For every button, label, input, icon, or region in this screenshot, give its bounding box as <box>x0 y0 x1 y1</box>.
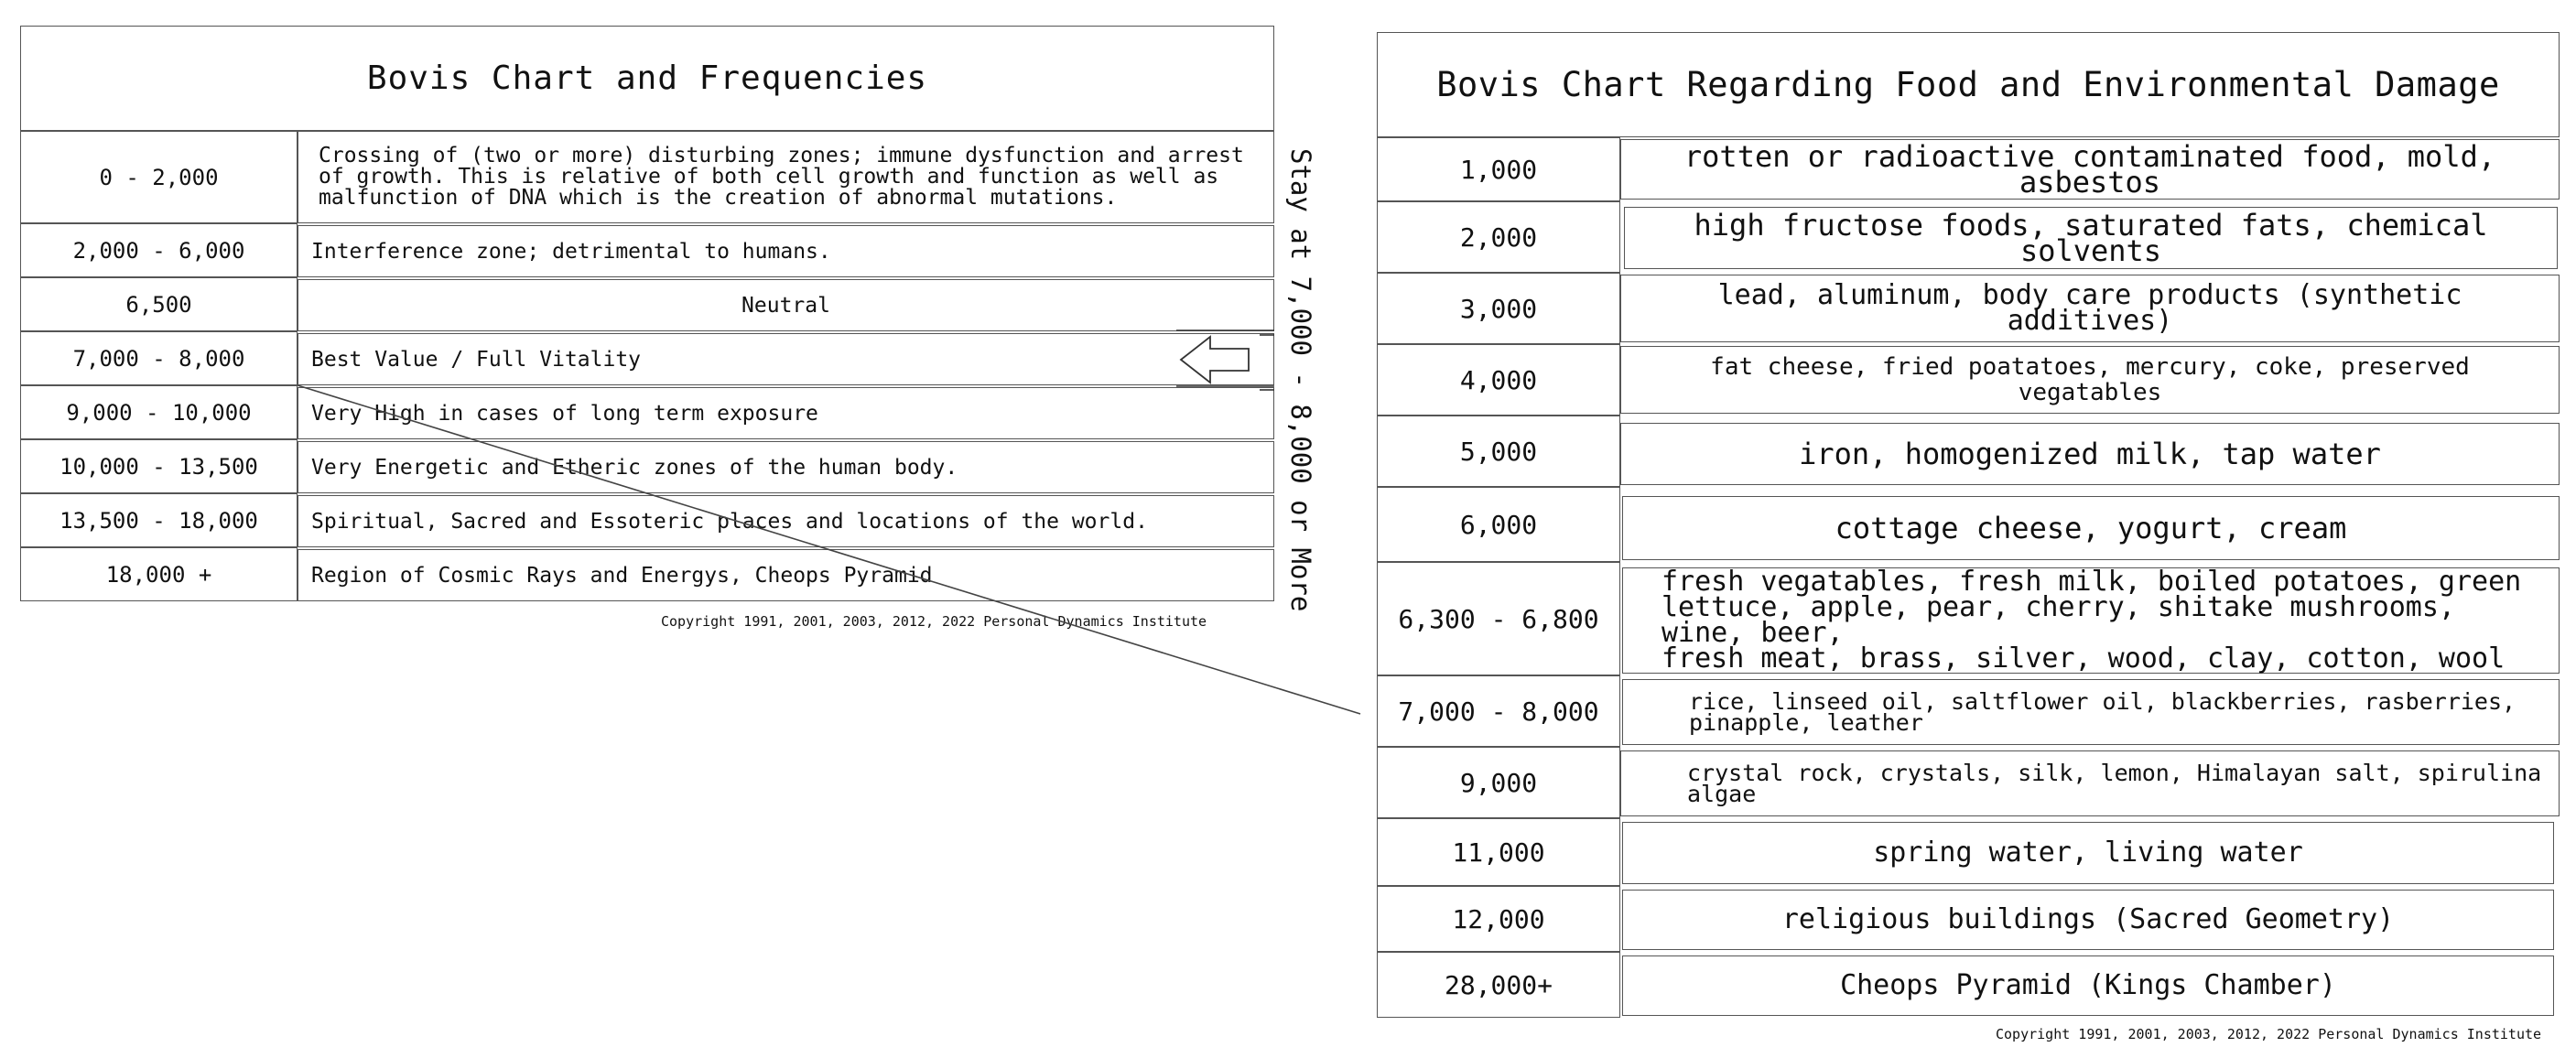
left-row-desc: Best Value / Full Vitality <box>311 347 642 372</box>
right-row-desc-line: fresh meat, brass, silver, wood, clay, cotton, wool <box>1661 642 2506 675</box>
right-copyright: Copyright 1991, 2001, 2003, 2012, 2022 Personal Dynamics Institute <box>1996 1026 2542 1042</box>
right-row-desc-line: rice, linseed oil, saltflower oil, blackberries, rasberries, <box>1689 688 2516 715</box>
right-row-desc-line: pinapple, leather <box>1689 709 1923 736</box>
right-row-desc-line: lettuce, apple, pear, cherry, shitake mushrooms, wine, beer, <box>1661 591 2455 649</box>
left-row-desc: Very Energetic and Etheric zones of the human body. <box>311 455 958 480</box>
right-row-value: 4,000 <box>1459 364 1538 395</box>
right-row-desc: iron, homogenized milk, tap water <box>1799 437 2381 471</box>
right-row-value: 5,000 <box>1459 436 1538 467</box>
left-row-value: 9,000 - 10,000 <box>66 399 252 426</box>
right-row-value: 7,000 - 8,000 <box>1398 696 1599 727</box>
right-row-value: 6,000 <box>1459 509 1538 540</box>
left-row-value: 2,000 - 6,000 <box>72 237 245 264</box>
left-row-desc-line: malfunction of DNA which is the creation of abnormal mutations. <box>319 186 1118 210</box>
left-row-desc: Very High in cases of long term exposure <box>311 401 818 426</box>
right-row-desc-line: crystal rock, crystals, silk, lemon, Himalayan salt, spirulina <box>1687 760 2542 786</box>
right-row-desc-line: fresh vegatables, fresh milk, boiled potatoes, green <box>1661 566 2522 598</box>
right-row-desc: religious buildings (Sacred Geometry) <box>1781 903 2395 935</box>
left-row-value: 18,000 + <box>105 561 212 588</box>
left-row-desc-line: of growth. This is relative of both cell growth and function as well as <box>319 165 1219 189</box>
left-row-value: 13,500 - 18,000 <box>60 507 258 534</box>
left-row-desc: Region of Cosmic Rays and Energys, Cheops Pyramid <box>311 563 933 588</box>
left-copyright: Copyright 1991, 2001, 2003, 2012, 2022 Personal Dynamics Institute <box>661 613 1207 630</box>
right-row-value: 6,300 - 6,800 <box>1398 603 1599 634</box>
right-chart-title: Bovis Chart Regarding Food and Environmental Damage <box>1436 65 2500 104</box>
right-row-desc-line: algae <box>1687 781 1757 807</box>
right-row-value: 11,000 <box>1452 837 1545 868</box>
right-row-desc: cottage cheese, yogurt, cream <box>1835 511 2347 545</box>
right-row-value: 9,000 <box>1459 767 1538 798</box>
left-row-value: 6,500 <box>125 291 192 318</box>
right-row-desc: high fructose foods, saturated fats, chemical solvents <box>1694 208 2488 268</box>
left-row-desc-line: Crossing of (two or more) disturbing zones; immune dysfunction and arrest <box>319 144 1244 167</box>
right-row-value: 3,000 <box>1459 293 1538 324</box>
left-row-value: 10,000 - 13,500 <box>60 453 258 480</box>
right-row-desc: Cheops Pyramid (Kings Chamber) <box>1840 969 2336 1001</box>
connector-line <box>298 385 1360 714</box>
side-note-vertical: Stay at 7,000 - 8,000 or More <box>1285 148 1316 612</box>
right-row-desc: lead, aluminum, body care products (synthetic additives) <box>1717 279 2462 337</box>
left-row-value: 0 - 2,000 <box>99 164 219 190</box>
right-row-value: 2,000 <box>1459 221 1538 253</box>
right-row-value: 12,000 <box>1452 903 1545 934</box>
right-row-value: 28,000+ <box>1444 969 1553 1000</box>
right-row-value: 1,000 <box>1459 154 1538 185</box>
left-row-desc: Neutral <box>741 293 830 318</box>
right-row-desc: spring water, living water <box>1873 837 2303 869</box>
left-chart-title: Bovis Chart and Frequencies <box>366 59 928 97</box>
left-row-desc: Spiritual, Sacred and Essoteric places and locations of the world. <box>311 509 1148 534</box>
left-row-value: 7,000 - 8,000 <box>72 345 245 372</box>
right-row-desc: fat cheese, fried poatatoes, mercury, coke, preserved vegatables <box>1710 353 2470 406</box>
left-arrow-icon <box>1181 337 1249 383</box>
left-row-desc: Interference zone; detrimental to humans. <box>311 239 831 264</box>
right-row-desc: rotten or radioactive contaminated food, mold, asbestos <box>1683 139 2496 200</box>
